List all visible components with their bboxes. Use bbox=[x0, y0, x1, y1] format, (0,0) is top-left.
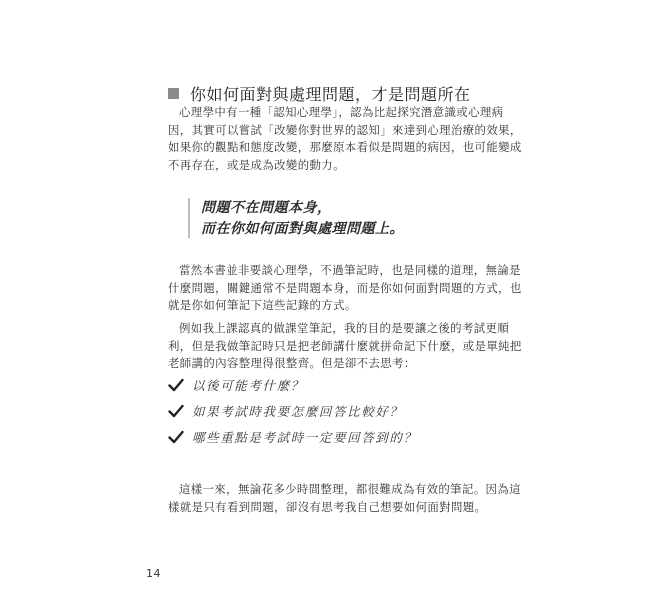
paragraph-cognitive-psychology bbox=[168, 104, 522, 174]
paragraph-line: 樣就是只有看到問題，卻沒有思考我自己想要如何面對問題。 bbox=[168, 499, 487, 514]
pull-quote-line: 問題不在問題本身， bbox=[201, 200, 332, 216]
paragraph-line: 利，但是我做筆記時只是把老師講什麼就拼命記下什麼，或是單純把 bbox=[168, 338, 522, 353]
section-heading bbox=[168, 82, 471, 105]
checklist-item-text: 以後可能考什麼？ bbox=[192, 378, 305, 393]
paragraph-line: 老師講的內容整理得很整齊。但是卻不去思考： bbox=[168, 356, 416, 370]
checkmark-icon bbox=[168, 430, 184, 444]
page-number: 14 bbox=[146, 567, 161, 580]
section-heading-text: 你如何面對與處理問題，才是問題所在 bbox=[190, 85, 471, 104]
paragraph-line: 不再存在，或是成為改變的動力。 bbox=[168, 157, 345, 172]
checkmark-icon bbox=[168, 378, 184, 392]
paragraph-line: 這樣一來，無論花多少時間整理，都很難成為有效的筆記。因為這 bbox=[179, 482, 521, 496]
paragraph-line: 當然本書並非要談心理學，不過筆記時，也是同樣的道理，無論是 bbox=[179, 263, 521, 277]
paragraph-line: 什麼問題，關鍵通常不是問題本身，而是你如何面對問題的方式，也 bbox=[168, 280, 522, 295]
paragraph-class-example bbox=[168, 320, 522, 373]
paragraph-line: 心理學中有一種「認知心理學」，認為比起探究潛意識或心理病 bbox=[179, 105, 504, 119]
checkmark-icon bbox=[168, 404, 184, 418]
checklist-item-text: 如果考試時我要怎麼回答比較好？ bbox=[192, 404, 404, 419]
paragraph-note-taking bbox=[168, 262, 522, 315]
question-checklist bbox=[168, 372, 418, 450]
checklist-item bbox=[168, 372, 418, 398]
paragraph-line: 就是你如何筆記下這些記錄的方式。 bbox=[168, 298, 357, 312]
paragraph-conclusion bbox=[168, 481, 521, 516]
checklist-item bbox=[168, 398, 418, 424]
pull-quote bbox=[188, 198, 404, 238]
square-bullet-icon bbox=[168, 88, 179, 99]
paragraph-line: 如果你的觀點和態度改變，那麼原本看似是問題的病因，也可能變成 bbox=[168, 140, 522, 154]
paragraph-line: 例如我上課認真的做課堂筆記，我的目的是要讓之後的考試更順 bbox=[179, 321, 510, 335]
paragraph-line: 因，其實可以嘗試「改變你對世界的認知」來達到心理治療的效果， bbox=[168, 122, 522, 137]
pull-quote-line: 而在你如何面對與處理問題上。 bbox=[201, 221, 404, 237]
checklist-item bbox=[168, 424, 418, 450]
checklist-item-text: 哪些重點是考試時一定要回答到的？ bbox=[192, 430, 418, 445]
